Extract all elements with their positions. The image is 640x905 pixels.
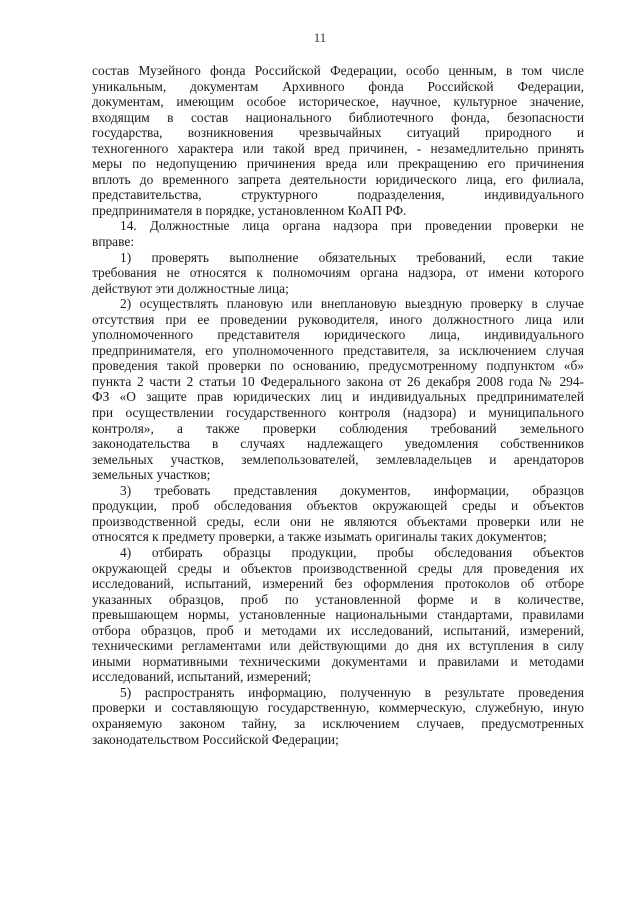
text-line: 3) требовать представления документов, информации, образцов — [120, 482, 584, 498]
text-line: состав Музейного фонда Российской Федерации, особо ценным, в том числе — [92, 63, 584, 78]
text-line: уникальным, документам Архивного фонда Российской Федерации, — [92, 78, 584, 94]
document-body — [92, 63, 584, 747]
text-line: отбора образцов, проб и методами их исследований, испытаний, измерений, — [92, 622, 584, 638]
text-line: контроля», а также проверки соблюдения требований земельного — [92, 420, 584, 436]
text-line: законодательства в случаях надлежащего уведомления собственников — [92, 436, 584, 452]
text-line: государства, возникновения чрезвычайных ситуаций природного и — [92, 125, 584, 141]
text-line: 5) распространять информацию, полученную в результате проведения — [120, 684, 584, 700]
text-line: 1) проверять выполнение обязательных требований, если такие — [120, 249, 584, 265]
text-line: окружающей среды и объектов производственной среды для проведения их — [92, 560, 584, 576]
text-line: пункта 2 части 2 статьи 10 Федерального закона от 26 декабря 2008 года № 294- — [92, 373, 584, 389]
text-line: документам, имеющим особое историческое, научное, культурное значение, — [92, 94, 584, 110]
text-line: уполномоченного представителя юридического лица, индивидуального — [92, 327, 584, 343]
text-line: проверки и составляющую государственную, коммерческую, служебную, иную — [92, 700, 584, 716]
text-line: исследований, испытаний, измерений без оформления протоколов об отборе — [92, 576, 584, 592]
text-line: производственной среды, если они не являются объектами проверки или не — [92, 513, 584, 529]
text-line: проведения такой проверки по основанию, предусмотренному подпунктом «б» — [92, 358, 584, 374]
text-line: 14. Должностные лица органа надзора при проведении проверки не — [120, 218, 584, 234]
text-line: меры по недопущению причинения вреда или прекращению его причинения — [92, 156, 584, 172]
text-line: земельных участков; — [92, 467, 211, 483]
text-line: отсутствия при ее проведении руководителя, иного должностного лица или — [92, 311, 584, 327]
text-line: при осуществлении государственного контроля (надзора) и муниципального — [92, 405, 584, 421]
text-line: предпринимателя в порядке, установленном КоАП РФ. — [92, 202, 407, 218]
text-line: действуют эти должностные лица; — [92, 280, 289, 296]
text-line: ФЗ «О защите прав юридических лиц и индивидуальных предпринимателей — [92, 389, 584, 405]
text-line: 2) осуществлять плановую или внеплановую выездную проверку в случае — [120, 296, 584, 312]
text-line: указанных образцов, проб по установленной форме и в количестве, — [92, 591, 584, 607]
text-line: техногенного характера или такой вред причинен, - незамедлительно принять — [92, 140, 584, 156]
text-line: относятся к предмету проверки, а также изымать оригиналы таких документов; — [92, 529, 547, 545]
text-line: исследований, испытаний, измерений; — [92, 669, 312, 685]
text-line: техническими регламентами или действующими до дня их вступления в силу — [92, 638, 584, 654]
text-line: превышающем нормы, установленные национальными стандартами, правилами — [92, 607, 584, 623]
text-line: представительства, структурного подразделения, индивидуального — [92, 187, 584, 203]
text-line: вправе: — [92, 234, 135, 250]
text-line: продукции, проб обследования объектов окружающей среды и объектов — [92, 498, 584, 514]
text-line: предпринимателя, его уполномоченного представителя, за исключением случая — [92, 342, 584, 358]
text-line: иными нормативными техническими документами и правилами и методами — [92, 653, 584, 669]
text-line: входящим в состав национального библиотечного фонда, безопасности — [92, 109, 584, 125]
page-number: 11 — [313, 30, 327, 45]
text-line: законодательством Российской Федерации; — [92, 731, 339, 747]
text-line: требования не относятся к полномочиям органа надзора, от имени которого — [92, 265, 584, 281]
text-line: 4) отбирать образцы продукции, пробы обследования объектов — [120, 544, 584, 560]
text-line: земельных участков, землепользователей, землевладельцев и арендаторов — [92, 451, 584, 467]
text-line: вплоть до временного запрета деятельности юридического лица, его филиала, — [92, 171, 584, 187]
text-line: охраняемую законом тайну, за исключением случаев, предусмотренных — [92, 715, 584, 731]
